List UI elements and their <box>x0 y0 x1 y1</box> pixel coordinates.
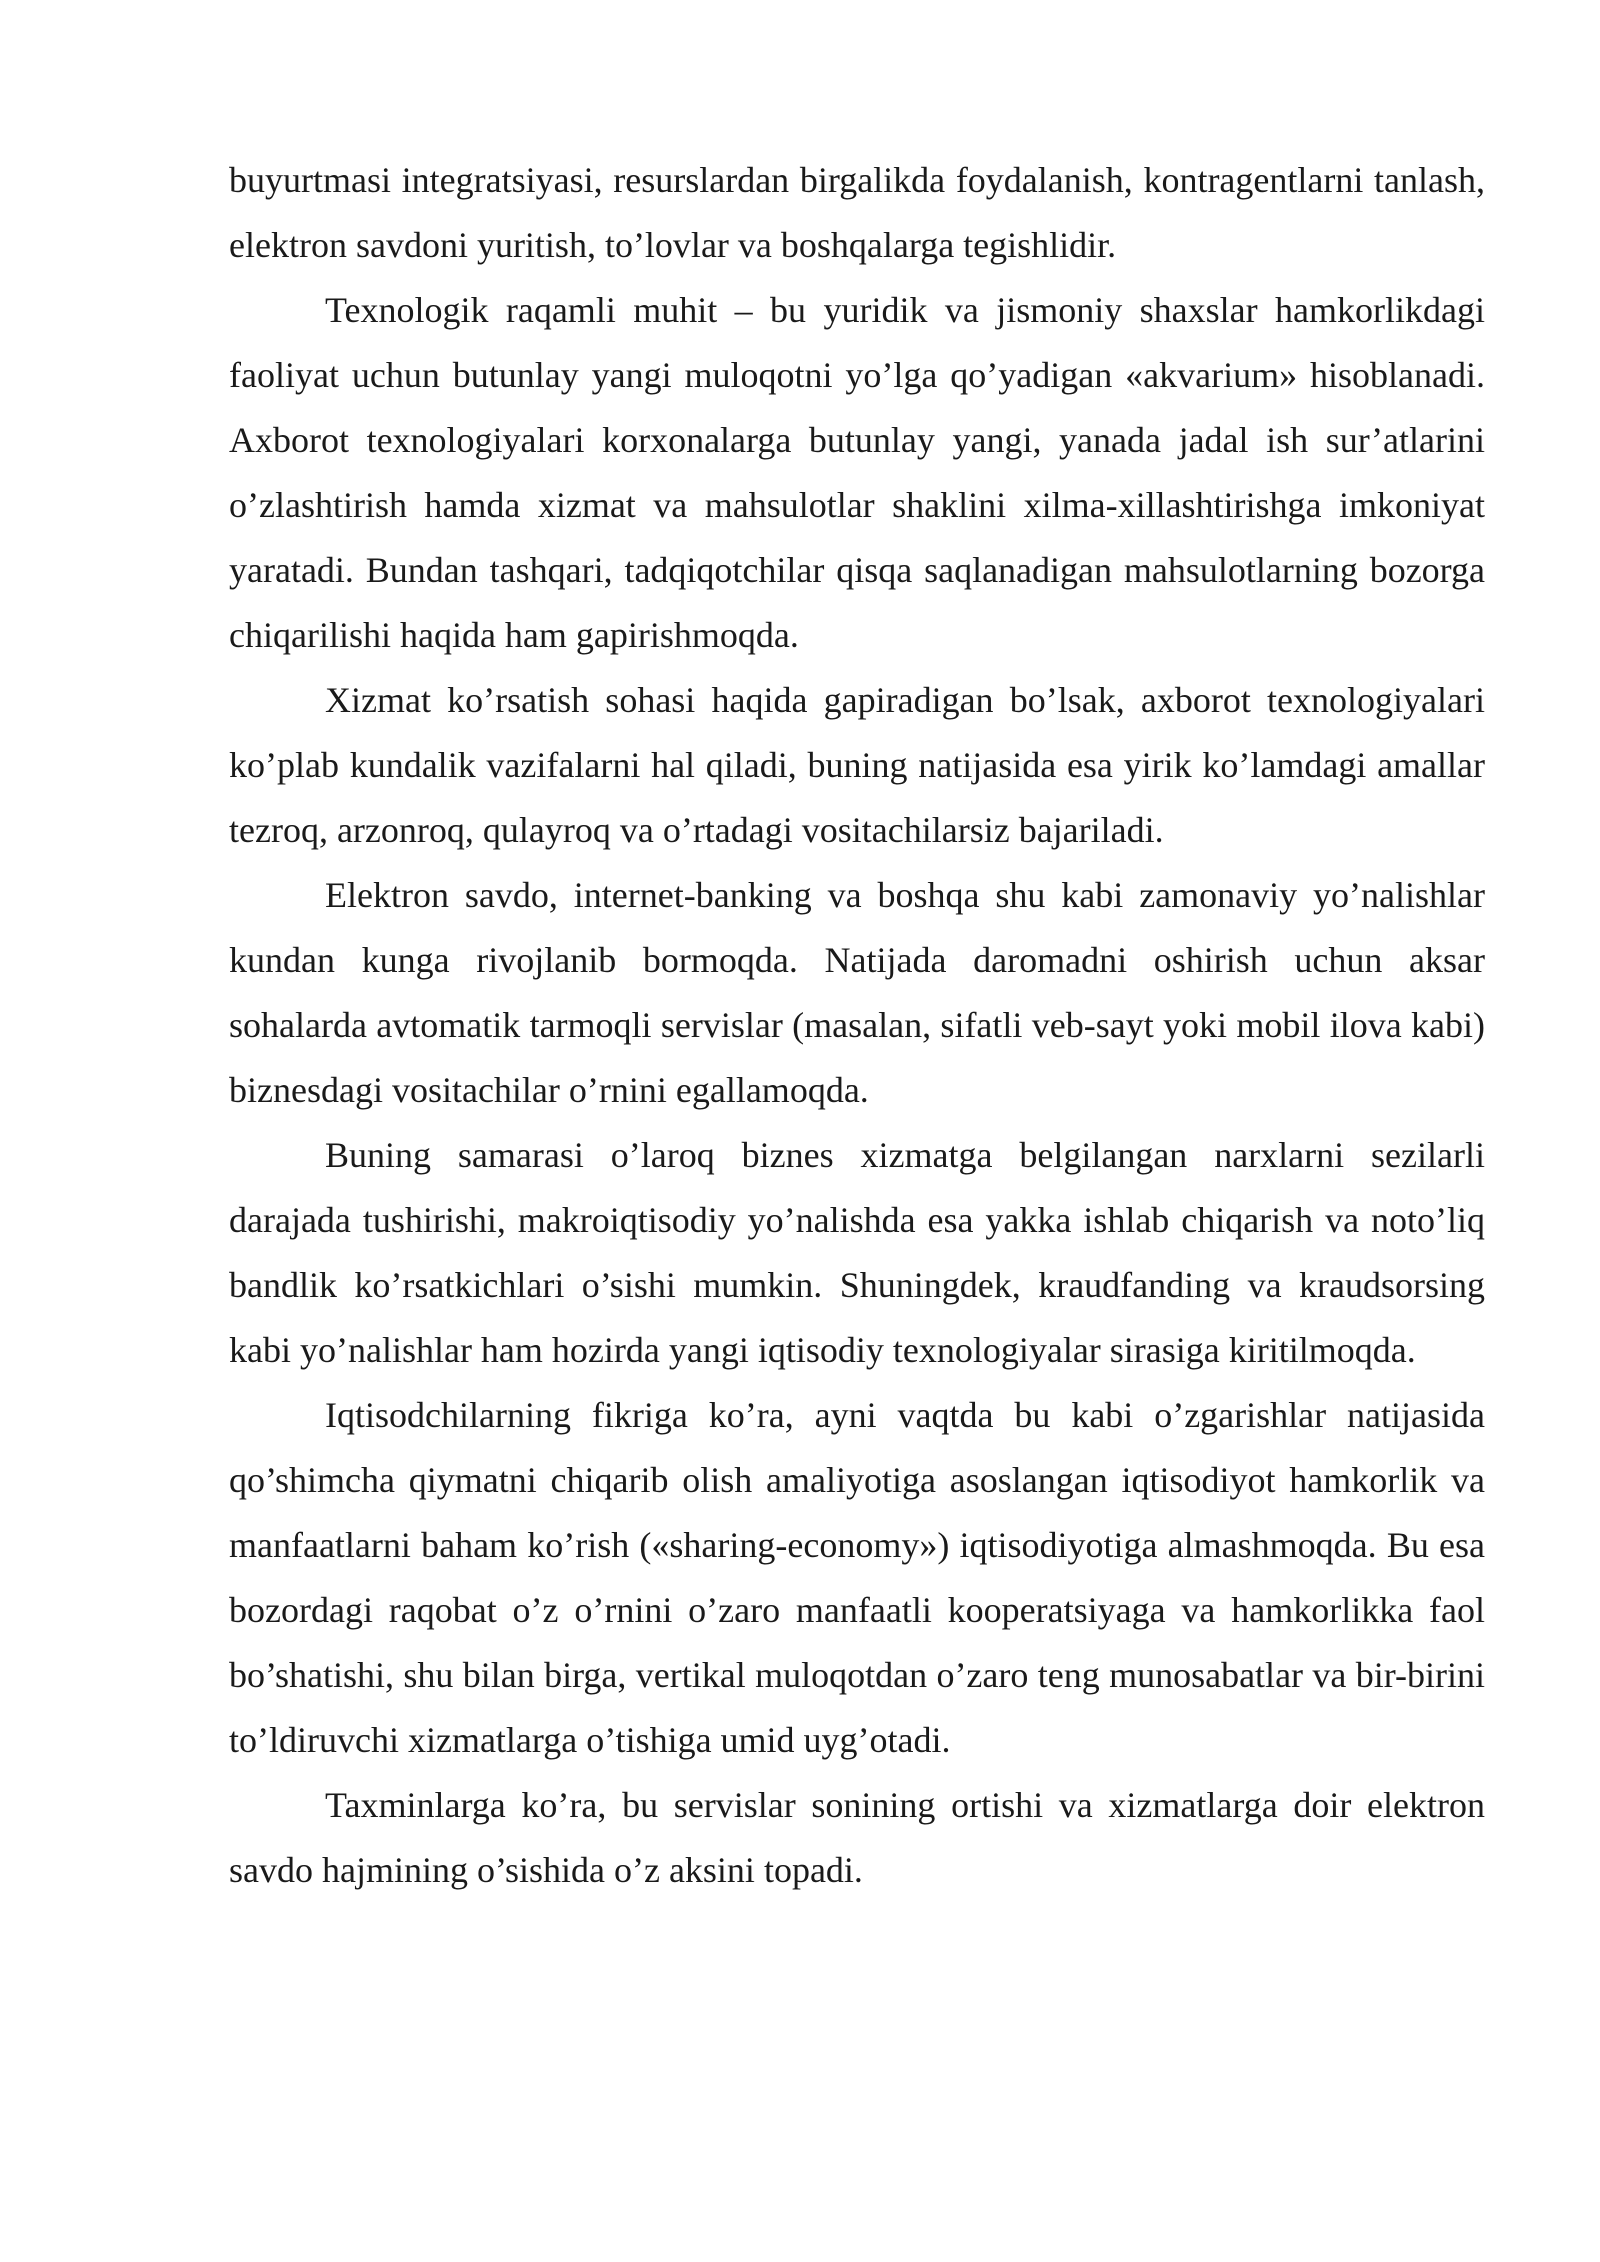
paragraph: Buning samarasi o’laroq biznes xizmatga belgilangan narxlarni sezilarli darajada tushirishi, makroiqtisodiy yo’nalishda esa yakka ishlab chiqarish va noto’liq bandlik ko’rsatkichlari o’sishi mumkin. Shuningdek, kraudfanding va kraudsorsing kabi yo’nalishlar ham hozirda yangi iqtisodiy texnologiyalar sirasiga kiritilmoqda. <box>229 1135 1485 1370</box>
paragraph: Taxminlarga ko’ra, bu servislar sonining ortishi va xizmatlarga doir elektron savdo hajmining o’sishida o’z aksini topadi. <box>229 1785 1485 1890</box>
paragraph: Xizmat ko’rsatish sohasi haqida gapiradigan bo’lsak, axborot texnologiyalari ko’plab kundalik vazifalarni hal qiladi, buning natijasida esa yirik ko’lamdagi amallar tezroq, arzonroq, qulayroq va o’rtadagi vositachilarsiz bajariladi. <box>229 680 1485 850</box>
paragraph: Elektron savdo, internet-banking va boshqa shu kabi zamonaviy yo’nalishlar kundan kunga rivojlanib bormoqda. Natijada daromadni oshirish uchun aksar sohalarda avtomatik tarmoqli servislar (masalan, sifatli veb-sayt yoki mobil ilova kabi) biznesdagi vositachilar o’rnini egallamoqda. <box>229 875 1485 1110</box>
document-body <box>229 148 1485 1903</box>
paragraph: Iqtisodchilarning fikriga ko’ra, ayni vaqtda bu kabi o’zgarishlar natijasida qo’shimcha qiymatni chiqarib olish amaliyotiga asoslangan iqtisodiyot hamkorlik va manfaatlarni baham ko’rish («sharing-economy») iqtisodiyotiga almashmoqda. Bu esa bozordagi raqobat o’z o’rnini o’zaro manfaatli kooperatsiyaga va hamkorlikka faol bo’shatishi, shu bilan birga, vertikal muloqotdan o’zaro teng munosabatlar va bir-birini to’ldiruvchi xizmatlarga o’tishiga umid uyg’otadi. <box>229 1395 1485 1760</box>
paragraph: Texnologik raqamli muhit – bu yuridik va jismoniy shaxslar hamkorlikdagi faoliyat uchun butunlay yangi muloqotni yo’lga qo’yadigan «akvarium» hisoblanadi. Axborot texnologiyalari korxonalarga butunlay yangi, yanada jadal ish sur’atlarini o’zlashtirish hamda xizmat va mahsulotlar shaklini xilma-xillashtirishga imkoniyat yaratadi. Bundan tashqari, tadqiqotchilar qisqa saqlanadigan mahsulotlarning bozorga chiqarilishi haqida ham gapirishmoqda. <box>229 290 1485 655</box>
paragraph-continuation: buyurtmasi integratsiyasi, resurslardan birgalikda foydalanish, kontragentlarni tanlash, elektron savdoni yuritish, to’lovlar va boshqalarga tegishlidir. <box>229 160 1485 265</box>
